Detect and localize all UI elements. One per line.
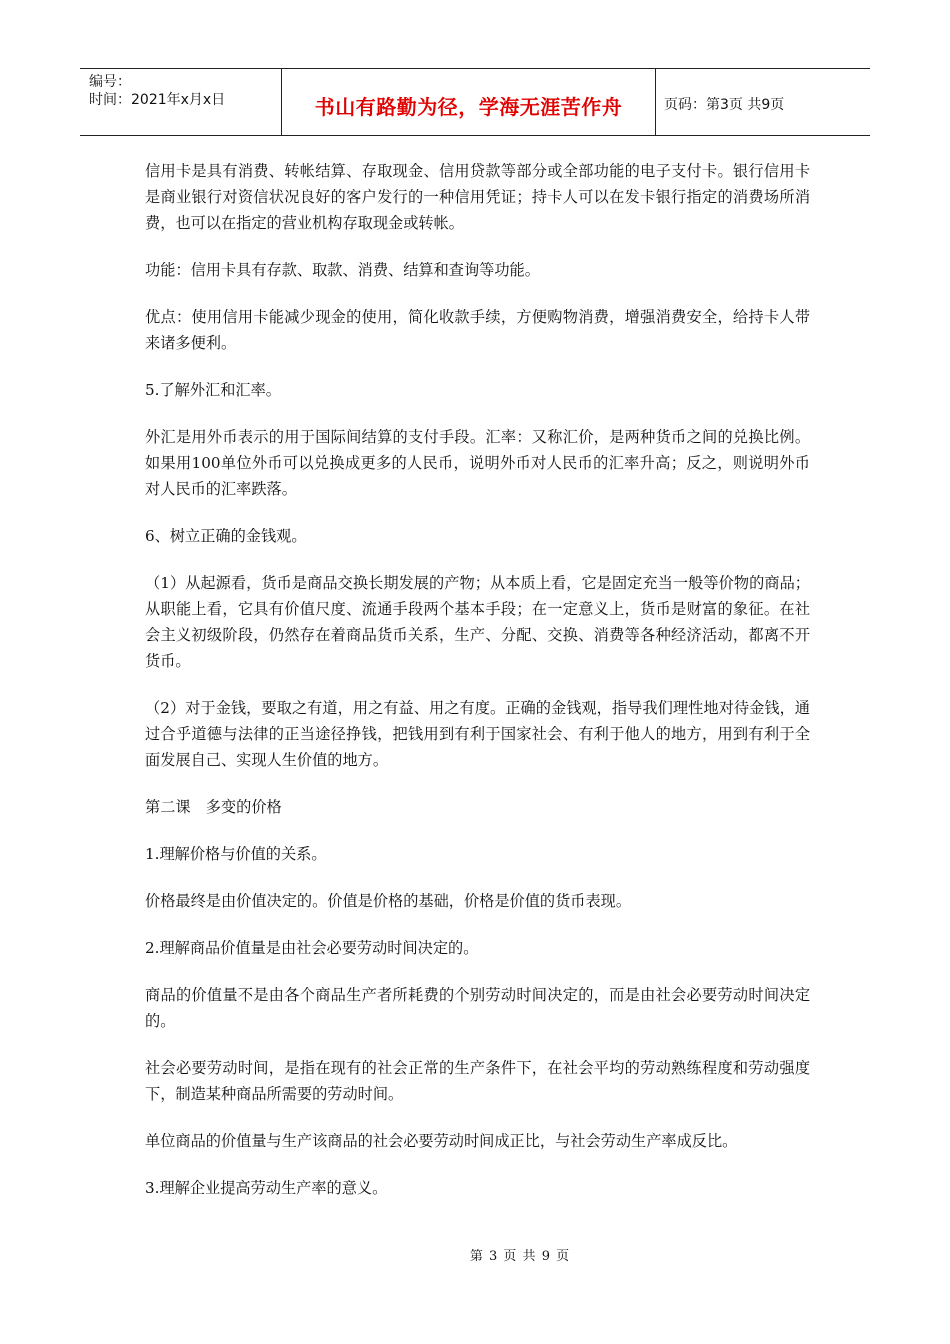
header-page-info: 页码：第3页 共9页 <box>664 97 785 113</box>
paragraph-foreign-exchange: 外汇是用外币表示的用于国际间结算的支付手段。汇率：又称汇价，是两种货币之间的兑换比例。如果用100单位外币可以兑换成更多的人民币，说明外币对人民币的汇率升高；反之，则说明外币对人民币的汇率跌落。 <box>145 428 810 498</box>
heading-price-value: 1.理解价格与价值的关系。 <box>145 845 327 863</box>
page-footer <box>0 1245 950 1264</box>
heading-productivity: 3.理解企业提高劳动生产率的意义。 <box>145 1179 388 1197</box>
paragraph-credit-card-definition: 信用卡是具有消费、转帐结算、存取现金、信用贷款等部分或全部功能的电子支付卡。银行信用卡是商业银行对资信状况良好的客户发行的一种信用凭证；持卡人可以在发卡银行指定的消费场所消费，也可以在指定的营业机构存取现金或转帐。 <box>145 162 810 232</box>
heading-value-quantity: 2.理解商品价值量是由社会必要劳动时间决定的。 <box>145 939 479 957</box>
heading-exchange-rate: 5.了解外汇和汇率。 <box>145 381 281 399</box>
page-header <box>80 68 870 136</box>
document-body <box>145 158 810 1222</box>
paragraph-value-quantity: 商品的价值量不是由各个商品生产者所耗费的个别劳动时间决定的，而是由社会必要劳动时间决定的。 <box>145 986 810 1030</box>
paragraph-necessary-labor-time: 社会必要劳动时间，是指在现有的社会正常的生产条件下，在社会平均的劳动熟练程度和劳动强度下，制造某种商品所需要的劳动时间。 <box>145 1059 810 1103</box>
header-meta <box>80 69 282 135</box>
heading-money-view: 6、树立正确的金钱观。 <box>145 527 307 545</box>
document-number-label: 编号： <box>89 74 131 90</box>
document-date-label: 时间：2021年x月x日 <box>89 92 226 108</box>
paragraph-credit-card-functions: 功能：信用卡具有存款、取款、消费、结算和查询等功能。 <box>145 261 540 279</box>
header-motto-cell <box>282 69 656 135</box>
paragraph-proportion: 单位商品的价值量与生产该商品的社会必要劳动时间成正比，与社会劳动生产率成反比。 <box>145 1132 738 1150</box>
header-motto: 书山有路勤为径，学海无涯苦作舟 <box>314 94 623 119</box>
footer-page-number: 第 3 页 共 9 页 <box>469 1249 571 1264</box>
paragraph-price-value: 价格最终是由价值决定的。价值是价格的基础，价格是价值的货币表现。 <box>145 892 631 910</box>
paragraph-money-view-2: （2）对于金钱，要取之有道，用之有益、用之有度。正确的金钱观，指导我们理性地对待金钱，通过合乎道德与法律的正当途径挣钱，把钱用到有利于国家社会、有利于他人的地方，用到有利于全面发展自己、实现人生价值的地方。 <box>145 699 810 769</box>
paragraph-credit-card-advantages: 优点：使用信用卡能减少现金的使用，简化收款手续，方便购物消费，增强消费安全，给持卡人带来诸多便利。 <box>145 308 810 352</box>
lesson-title: 第二课 多变的价格 <box>145 798 282 816</box>
paragraph-money-view-1: （1）从起源看，货币是商品交换长期发展的产物；从本质上看，它是固定充当一般等价物的商品；从职能上看，它具有价值尺度、流通手段两个基本手段；在一定意义上，货币是财富的象征。在社会主义初级阶段，仍然存在着商品货币关系，生产、分配、交换、消费等各种经济活动，都离不开货币。 <box>145 574 810 670</box>
